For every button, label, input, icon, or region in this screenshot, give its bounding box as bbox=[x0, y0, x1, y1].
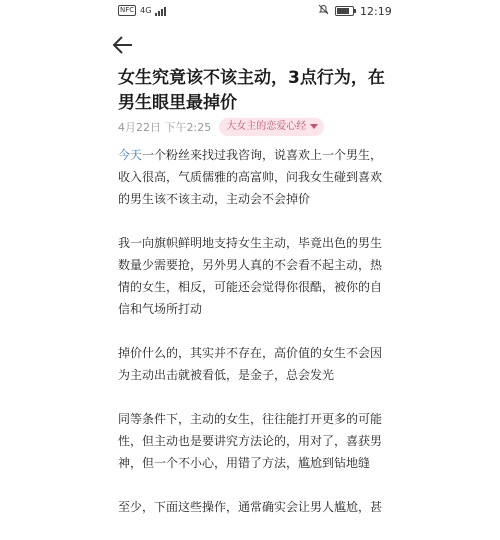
author-name: 大女主的恋爱心经 bbox=[226, 121, 307, 132]
article-title: 女生究竟该不该主动，3点行为，在男生眼里最掉价 bbox=[118, 68, 385, 113]
back-button[interactable] bbox=[112, 34, 142, 60]
publish-date: 4月22日 下午2:25 bbox=[118, 121, 212, 134]
status-bar bbox=[0, 0, 500, 24]
battery-icon bbox=[335, 6, 354, 16]
article-body bbox=[118, 144, 386, 540]
status-right bbox=[318, 4, 392, 18]
author-tag[interactable] bbox=[219, 118, 324, 136]
paragraph: 同等条件下，主动的女生，往往能打开更多的可能性，但主动也是要讲究方法论的，用对了，喜获男神，但一个不小心，用错了方法，尴尬到钻地缝 bbox=[118, 412, 383, 470]
mute-icon bbox=[318, 4, 329, 18]
clock: 12:19 bbox=[360, 4, 392, 18]
article-meta bbox=[118, 118, 324, 136]
back-arrow-icon bbox=[112, 34, 134, 56]
status-left bbox=[118, 5, 166, 16]
nfc-icon: NFC bbox=[120, 6, 135, 14]
paragraph: 至少，下面这些操作，通常确实会让男人尴尬，甚 bbox=[118, 500, 383, 514]
network-type: 4G bbox=[140, 6, 152, 15]
inline-link[interactable]: 今天 bbox=[118, 148, 143, 162]
paragraph: 今天一个粉丝来找过我咨询，说喜欢上一个男生，收入很高，气质儒雅的高富帅，问我女生碰到喜欢的男生该不该主动，主动会不会掉价 bbox=[118, 148, 383, 206]
signal-icon bbox=[155, 6, 166, 16]
paragraph: 掉价什么的，其实并不存在，高价值的女生不会因为主动出击就被看低，是金子，总会发光 bbox=[118, 346, 383, 382]
chevron-down-icon bbox=[310, 124, 318, 129]
paragraph: 我一向旗帜鲜明地支持女生主动，毕竟出色的男生数量少需要抢，另外男人真的不会看不起主动，热情的女生，相反，可能还会觉得你很酷，被你的自信和气场所打动 bbox=[118, 236, 383, 316]
